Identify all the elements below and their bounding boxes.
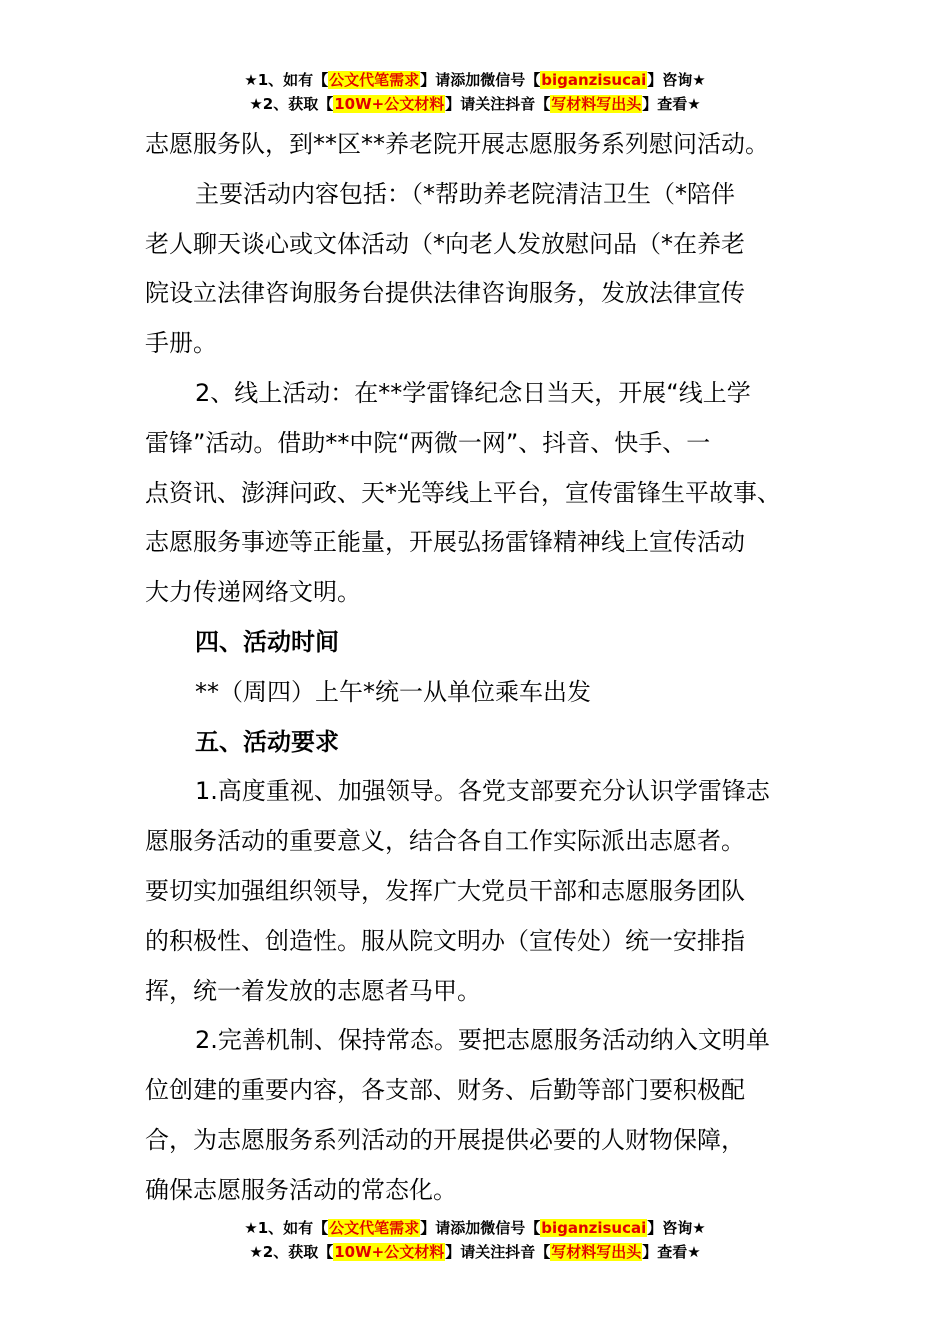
highlight-service-need: 公文代笔需求 <box>329 1219 420 1237</box>
highlight-douyin-account: 写材料写出头 <box>551 95 642 113</box>
body-line: 老人聊天谈心或文体活动（*向老人发放慰问品（*在养老 <box>145 229 745 258</box>
banner-line-1: ★1、如有【公文代笔需求】请添加微信号【biganzisucai】咨询★ <box>244 1219 706 1237</box>
document-body <box>145 120 820 1216</box>
body-line: 院设立法律咨询服务台提供法律咨询服务，发放法律宣传 <box>145 279 745 308</box>
section-heading-requirements: 五、活动要求 <box>195 727 339 756</box>
highlight-materials: 10W+公文材料 <box>334 95 445 113</box>
body-line: 志愿服务事迹等正能量，开展弘扬雷锋精神线上宣传活动 <box>145 528 745 557</box>
section-heading-time: 四、活动时间 <box>195 627 339 656</box>
body-line: 确保志愿服务活动的常态化。 <box>145 1175 457 1204</box>
top-banner <box>0 68 950 116</box>
highlight-wechat-id: biganzisucai <box>541 1219 647 1237</box>
banner-line-2: ★2、获取【10W+公文材料】请关注抖音【写材料写出头】查看★ <box>249 95 701 113</box>
bottom-banner <box>0 1216 950 1264</box>
highlight-wechat-id: biganzisucai <box>541 71 647 89</box>
banner-line-2: ★2、获取【10W+公文材料】请关注抖音【写材料写出头】查看★ <box>249 1243 701 1261</box>
body-line: **（周四）上午*统一从单位乘车出发 <box>195 677 591 706</box>
body-line: 的积极性、创造性。服从院文明办（宣传处）统一安排指 <box>145 926 745 955</box>
body-line: 主要活动内容包括：（*帮助养老院清洁卫生（*陪伴 <box>195 179 735 208</box>
body-line: 点资讯、澎湃问政、天*光等线上平台，宣传雷锋生平故事、 <box>145 478 781 507</box>
body-line: 2、线上活动：在**学雷锋纪念日当天，开展“线上学 <box>195 378 751 407</box>
body-line: 雷锋”活动。借助**中院“两微一网”、抖音、快手、一 <box>145 428 711 457</box>
banner-line-1: ★1、如有【公文代笔需求】请添加微信号【biganzisucai】咨询★ <box>244 71 706 89</box>
body-line: 合，为志愿服务系列活动的开展提供必要的人财物保障， <box>145 1125 745 1154</box>
body-line: 2.完善机制、保持常态。要把志愿服务活动纳入文明单 <box>195 1026 770 1055</box>
highlight-douyin-account: 写材料写出头 <box>551 1243 642 1261</box>
highlight-service-need: 公文代笔需求 <box>329 71 420 89</box>
body-line: 要切实加强组织领导，发挥广大党员干部和志愿服务团队 <box>145 876 745 905</box>
body-line: 大力传递网络文明。 <box>145 578 361 607</box>
highlight-materials: 10W+公文材料 <box>334 1243 445 1261</box>
body-line: 手册。 <box>145 329 217 358</box>
body-line: 愿服务活动的重要意义，结合各自工作实际派出志愿者。 <box>145 827 745 856</box>
body-line: 挥，统一着发放的志愿者马甲。 <box>145 976 481 1005</box>
body-line: 位创建的重要内容，各支部、财务、后勤等部门要积极配 <box>145 1076 745 1105</box>
body-line: 1.高度重视、加强领导。各党支部要充分认识学雷锋志 <box>195 777 770 806</box>
body-line: 志愿服务队，到**区**养老院开展志愿服务系列慰问活动。 <box>145 130 769 158</box>
